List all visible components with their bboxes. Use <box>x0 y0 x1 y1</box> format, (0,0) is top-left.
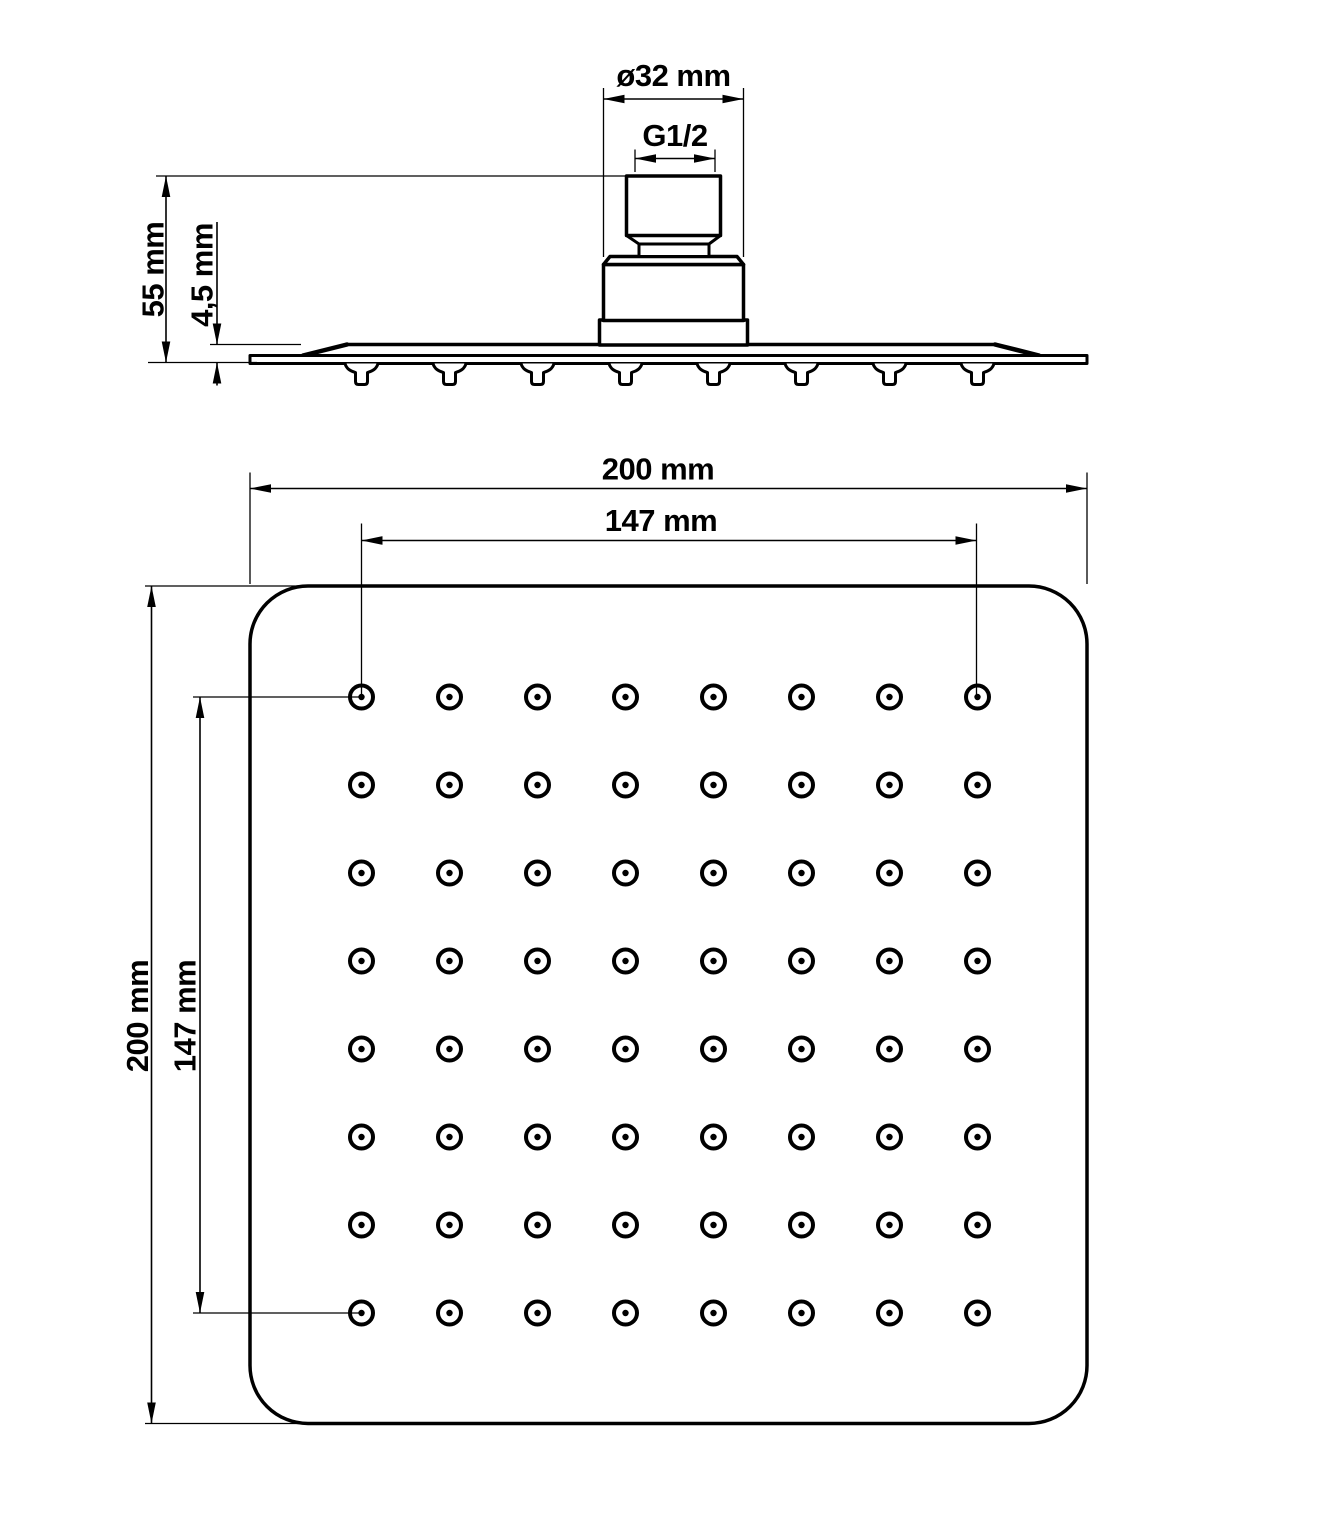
nozzle-funnel-profile <box>433 364 466 385</box>
nozzle-dot <box>798 694 804 700</box>
nozzle-funnel-profile <box>609 364 642 385</box>
nozzle-dot <box>446 870 452 876</box>
nozzle-dot <box>886 782 892 788</box>
nozzle-dot <box>622 694 628 700</box>
nozzle-dot <box>534 1046 540 1052</box>
nozzle-dot <box>358 870 364 876</box>
nozzle-dot <box>446 958 452 964</box>
nozzle-dot <box>974 1046 980 1052</box>
nozzle-dot <box>710 1310 716 1316</box>
bottom-view <box>250 586 1087 1424</box>
nozzle-dot <box>446 1134 452 1140</box>
nozzle-dot <box>622 1222 628 1228</box>
nozzle-dot <box>358 1046 364 1052</box>
nozzle-funnel-profile <box>873 364 906 385</box>
label-nozzle-span-width: 147 mm <box>604 503 718 538</box>
label-outer-height: 200 mm <box>120 959 155 1073</box>
nozzle-funnel-profile <box>785 364 818 385</box>
nozzle-dot <box>886 694 892 700</box>
label-outer-width: 200 mm <box>601 451 715 487</box>
nozzle-dot <box>798 958 804 964</box>
nozzle-dot <box>358 958 364 964</box>
nozzle-dot <box>974 870 980 876</box>
connector-neck <box>639 244 709 257</box>
nozzle-dot <box>798 1222 804 1228</box>
nozzle-dot <box>622 782 628 788</box>
nozzle-dot <box>622 870 628 876</box>
nozzle-dot <box>710 1046 716 1052</box>
nozzle-dot <box>710 1222 716 1228</box>
nozzle-dot <box>622 1310 628 1316</box>
nozzle-dot <box>710 782 716 788</box>
nozzle-dot <box>798 1134 804 1140</box>
nozzle-funnel-profile <box>521 364 554 385</box>
face-plate-profile <box>250 356 1087 364</box>
nozzle-dot <box>798 870 804 876</box>
connector-body <box>604 265 744 321</box>
nozzle-dot <box>886 1222 892 1228</box>
nozzle-dot <box>534 1134 540 1140</box>
nozzle-dot <box>974 694 980 700</box>
nozzle-dot <box>798 1046 804 1052</box>
nozzle-funnel-profile <box>345 364 378 385</box>
nozzle-dot <box>974 958 980 964</box>
nozzle-dot <box>534 958 540 964</box>
nozzle-dot <box>446 1222 452 1228</box>
nozzle-dot <box>886 1046 892 1052</box>
nozzle-dot <box>534 1222 540 1228</box>
label-plate-thickness: 4,5 mm <box>184 223 220 327</box>
nozzle-dot <box>710 870 716 876</box>
nozzle-dot <box>446 694 452 700</box>
face-plate-outline <box>250 586 1087 1424</box>
nozzle-dot <box>710 694 716 700</box>
nozzle-funnel-profile <box>697 364 730 385</box>
nozzle-dot <box>710 958 716 964</box>
nozzle-dot <box>974 1134 980 1140</box>
label-connector-diameter: ø32 mm <box>616 58 731 93</box>
nozzle-dot <box>798 782 804 788</box>
funnel-row <box>345 364 994 385</box>
nozzle-dot <box>622 958 628 964</box>
nozzle-dot <box>358 1134 364 1140</box>
nozzle-dot <box>886 1134 892 1140</box>
thread-pipe <box>627 176 721 236</box>
nozzle-dot <box>886 958 892 964</box>
nozzle-dot <box>622 1134 628 1140</box>
nozzle-dot <box>358 782 364 788</box>
nozzle-dot <box>974 1310 980 1316</box>
nozzle-dot <box>622 1046 628 1052</box>
label-thread-size: G1/2 <box>642 118 708 153</box>
nozzle-dot <box>974 1222 980 1228</box>
nozzle-dot <box>798 1310 804 1316</box>
connector-base-flange <box>600 320 748 345</box>
nozzle-dot <box>886 870 892 876</box>
label-total-height: 55 mm <box>135 221 171 318</box>
nozzle-dot <box>534 1310 540 1316</box>
nozzle-dot <box>358 1222 364 1228</box>
nozzle-dot <box>446 1310 452 1316</box>
cover-chamfer-right <box>995 345 1039 356</box>
label-nozzle-span-height: 147 mm <box>167 959 203 1073</box>
nozzle-dot <box>710 1134 716 1140</box>
nozzle-dot <box>534 694 540 700</box>
nozzle-dot <box>446 782 452 788</box>
nozzle-dot <box>534 870 540 876</box>
nozzle-dot <box>886 1310 892 1316</box>
side-view <box>250 176 1087 385</box>
nozzle-dot <box>974 782 980 788</box>
cover-chamfer-left <box>303 345 347 356</box>
nozzle-dot <box>534 782 540 788</box>
nozzle-dot <box>446 1046 452 1052</box>
nozzle-funnel-profile <box>961 364 994 385</box>
